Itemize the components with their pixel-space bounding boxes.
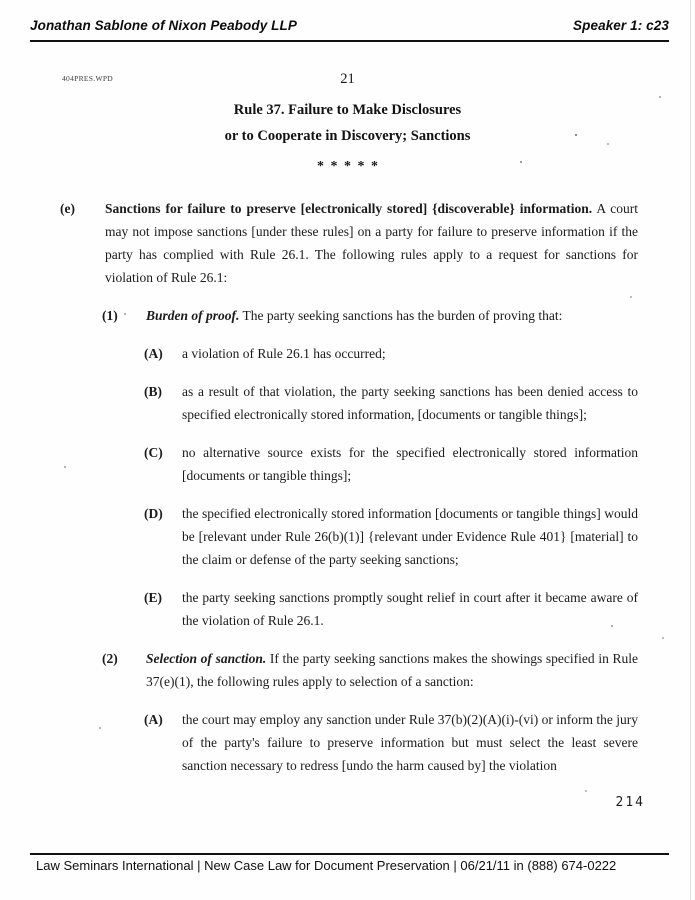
item-1-text [146,304,638,327]
scan-noise [0,0,2,2]
item-1-sub-c [0,441,695,487]
title-line-2: or to Cooperate in Discovery; Sanctions [224,128,471,144]
document-title [0,97,695,149]
item-1-sub-e-label: (E) [144,590,162,605]
footer-divider [30,853,669,855]
section-e [0,197,695,289]
top-page-number: 21 [340,71,355,87]
item-1-sub-a [0,342,695,365]
item-1-sub-a-text: a violation of Rule 26.1 has occurred; [182,346,386,361]
bottom-page-number: 214 [615,795,645,810]
item-2-label: (2) [102,651,118,666]
item-1-sub-e-text: the party seeking sanctions promptly sought relief in court after it became aware of the violation of Rule 26.1. [182,590,638,628]
item-1-sub-a-label: (A) [144,346,163,361]
title-line-1: Rule 37. Failure to Make Disclosures [233,102,462,118]
item-1-label: (1) [102,308,118,323]
page-header [30,18,669,33]
item-1 [0,304,695,327]
item-1-sub-c-text: no alternative source exists for the specified electronically stored information [documents or tangible things]; [182,445,638,483]
item-2-sub-a [0,708,695,777]
section-e-heading: Sanctions for failure to preserve [electronically stored] {discoverable} information. [105,201,593,216]
file-reference: 404PRES.WPD [62,74,114,83]
item-2 [0,647,695,693]
section-e-body: A court may not impose sanctions [under these rules] on a party for failure to preserve information if the party has complied with Rule 26.1. The following rules apply to a request for sanctions for violation of Rule 26.1: [105,201,638,285]
item-2-sub-a-label: (A) [144,712,163,727]
footer-text: Law Seminars International | New Case Law for Document Preservation | 06/21/11 in (888) 674-0222 [36,858,617,873]
section-e-text [105,197,638,289]
document-body [0,197,695,792]
item-1-sub-b [0,380,695,426]
item-1-body: The party seeking sanctions has the burden of proving that: [242,308,563,323]
item-1-sub-d-label: (D) [144,506,163,521]
item-2-sub-a-text: the court may employ any sanction under Rule 37(b)(2)(A)(i)-(vi) or inform the jury of the party's failure to preserve information but must select the least severe sanction necessary to redress [undo the harm caused by] the violation [182,712,638,773]
item-2-heading: Selection of sanction. [146,651,267,666]
item-1-heading: Burden of proof. [146,308,240,323]
item-1-sub-b-text: as a result of that violation, the party seeking sanctions has been denied access to specified electronically stored information, [documents or tangible things]; [182,384,638,422]
scan-edge-line [690,0,691,900]
item-1-sub-d [0,502,695,571]
item-1-sub-e [0,586,695,632]
header-speaker-name: Jonathan Sablone of Nixon Peabody LLP [30,18,297,33]
header-session-tag: Speaker 1: c23 [573,18,669,33]
item-2-text [146,647,638,693]
item-2-body: If the party seeking sanctions makes the showings specified in Rule 37(e)(1), the following rules apply to selection of a sanction: [146,651,638,689]
section-e-label: (e) [60,201,75,216]
header-divider [30,40,669,42]
item-1-sub-b-label: (B) [144,384,162,399]
asterisk-separator: * * * * * [317,159,378,174]
item-1-sub-c-label: (C) [144,445,163,460]
item-1-sub-d-text: the specified electronically stored information [documents or tangible things] would be [relevant under Rule 26(b)(1)] {relevant under Evidence Rule 401} [material] to the claim or defense of the party seeking sanctions; [182,506,638,567]
